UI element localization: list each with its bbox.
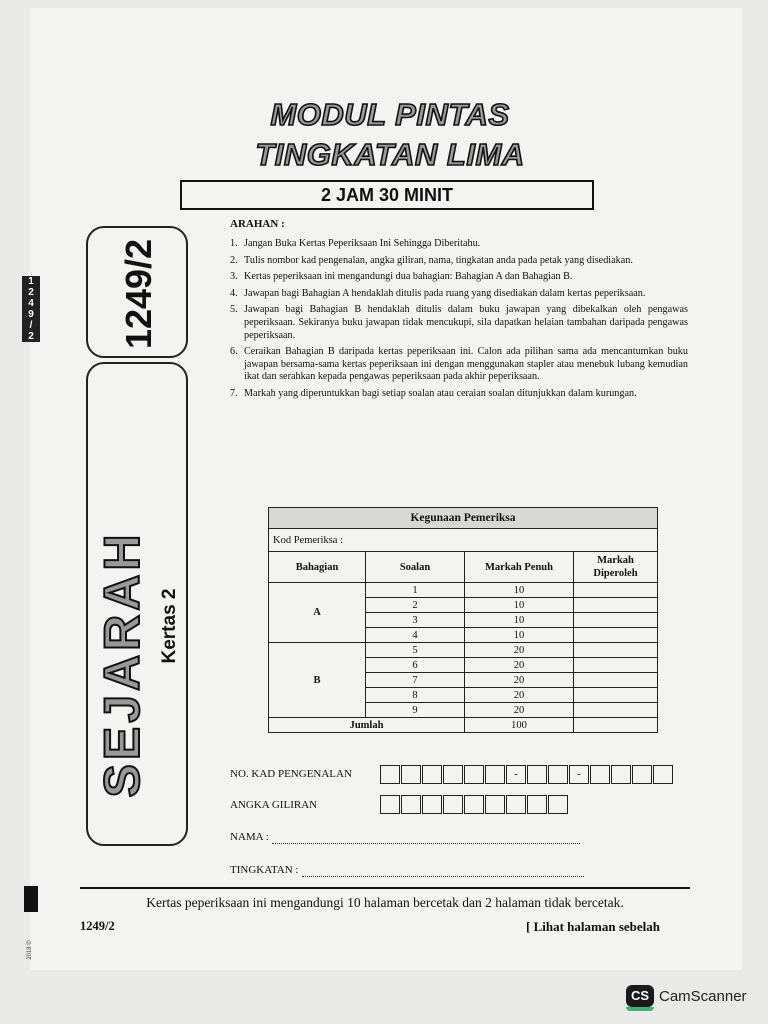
markah-penuh-cell: 10	[465, 598, 574, 613]
camscanner-logo-icon: CS	[626, 985, 654, 1007]
soalan-cell: 8	[366, 688, 465, 703]
soalan-cell: 7	[366, 673, 465, 688]
instruction-text: Kertas peperiksaan ini mengandungi dua bahagian: Bahagian A dan Bahagian B.	[244, 271, 573, 283]
markah-diperoleh-cell[interactable]	[574, 583, 658, 598]
soalan-cell: 4	[366, 628, 465, 643]
instruction-item	[230, 304, 688, 342]
instruction-number: 3.	[230, 271, 238, 283]
markah-penuh-cell: 10	[465, 583, 574, 598]
markah-diperoleh-cell[interactable]	[574, 613, 658, 628]
markah-penuh-cell: 10	[465, 628, 574, 643]
markah-diperoleh-cell[interactable]	[574, 673, 658, 688]
camscanner-name: CamScanner	[659, 987, 747, 1005]
instruction-number: 7.	[230, 387, 238, 399]
input-box[interactable]	[422, 765, 442, 784]
soalan-cell: 2	[366, 598, 465, 613]
title-line-2: TINGKATAN LIMA	[255, 137, 525, 172]
input-box[interactable]: -	[506, 765, 526, 784]
table-row	[269, 643, 658, 658]
input-box[interactable]	[527, 765, 547, 784]
markah-penuh-cell: 10	[465, 613, 574, 628]
soalan-cell: 9	[366, 703, 465, 718]
input-box[interactable]	[380, 765, 400, 784]
edge-code-strip	[22, 276, 40, 342]
edge-code-char: 1	[28, 276, 34, 287]
edge-code-char: 4	[28, 298, 34, 309]
markah-diperoleh-cell[interactable]	[574, 643, 658, 658]
paper-code-panel	[86, 226, 188, 358]
input-box[interactable]	[485, 765, 505, 784]
instructions-list	[230, 238, 688, 405]
instruction-number: 6.	[230, 346, 238, 358]
markah-penuh-cell: 20	[465, 643, 574, 658]
subject-panel	[86, 362, 188, 846]
input-box[interactable]	[443, 765, 463, 784]
input-box[interactable]	[401, 765, 421, 784]
input-box[interactable]	[422, 795, 442, 814]
input-box[interactable]	[611, 765, 631, 784]
bahagian-cell: B	[269, 643, 366, 718]
page-count-note: Kertas peperiksaan ini mengandungi 10 halaman bercetak dan 2 halaman tidak bercetak.	[146, 895, 624, 910]
instruction-number: 1.	[230, 238, 238, 249]
markah-penuh-cell: 20	[465, 703, 574, 718]
soalan-cell: 5	[366, 643, 465, 658]
input-box[interactable]	[380, 795, 400, 814]
input-box[interactable]	[401, 795, 421, 814]
edge-code-char: 2	[28, 331, 34, 342]
input-box[interactable]	[506, 795, 526, 814]
nama-label: NAMA :	[230, 831, 269, 843]
edge-black-mark	[24, 886, 38, 912]
duration-box: 2 JAM 30 MINIT	[180, 180, 594, 210]
col-markah-diperoleh: Markah Diperoleh	[574, 552, 658, 583]
giliran-label: ANGKA GILIRAN	[230, 799, 318, 811]
giliran-input-boxes[interactable]	[380, 795, 569, 814]
instruction-item	[230, 238, 688, 251]
soalan-cell: 6	[366, 658, 465, 673]
input-box[interactable]	[464, 795, 484, 814]
total-label: Jumlah	[269, 718, 465, 733]
markah-penuh-cell: 20	[465, 658, 574, 673]
kod-pemeriksa-label: Kod Pemeriksa :	[269, 529, 658, 552]
edge-code-char: 9	[28, 309, 34, 320]
input-box[interactable]	[527, 795, 547, 814]
total-row	[269, 718, 658, 733]
footer-paper-code: 1249/2	[80, 919, 115, 933]
tingkatan-line[interactable]	[302, 876, 584, 877]
instruction-number: 2.	[230, 254, 238, 266]
paper-code: 1249/2	[118, 238, 159, 350]
markah-diperoleh-cell[interactable]	[574, 598, 658, 613]
tingkatan-label: TINGKATAN :	[230, 864, 299, 876]
edge-small-text: 2018 ©	[27, 940, 33, 960]
markah-penuh-cell: 20	[465, 688, 574, 703]
instructions-heading: ARAHAN :	[230, 218, 285, 230]
input-box[interactable]	[653, 765, 673, 784]
ic-input-boxes[interactable]	[380, 765, 674, 784]
total-diperoleh-cell[interactable]	[574, 718, 658, 733]
instruction-text: Markah yang diperuntukkan bagi setiap soalan atau ceraian soalan ditunjukkan dalam kurungan.	[244, 387, 637, 399]
instruction-text: Ceraikan Bahagian B daripada kertas peperiksaan ini. Calon ada pilihan sama ada mencantumkan buku jawapan bersama-sama kertas peperiksaan ini dengan menggunakan stapler atau menebuk lubang kemudian ikat dan serahkan kepada pengawas peperiksaan pada akhir peperiksaan.	[244, 346, 688, 383]
subject-name: SEJARAH	[94, 530, 150, 798]
input-box[interactable]	[590, 765, 610, 784]
camscanner-watermark	[626, 985, 747, 1007]
edge-code-char: /	[29, 320, 33, 331]
instruction-item	[230, 288, 688, 301]
total-value: 100	[465, 718, 574, 733]
nama-line[interactable]	[272, 843, 580, 844]
edge-code-char: 2	[28, 287, 34, 298]
instruction-text: Jangan Buka Kertas Peperiksaan Ini Sehingga Diberitahu.	[244, 238, 481, 249]
instruction-item	[230, 388, 688, 401]
instruction-item	[230, 255, 688, 268]
title-line-1: MODUL PINTAS	[270, 97, 510, 132]
next-page-note: [ Lihat halaman sebelah	[526, 919, 660, 934]
input-box[interactable]	[485, 795, 505, 814]
input-box[interactable]: -	[569, 765, 589, 784]
instruction-text: Jawapan bagi Bahagian B hendaklah ditulis dalam buku jawapan yang dibekalkan oleh pengawas peperiksaan. Sekiranya buku jawapan tidak mencukupi, sila dapatkan helaian tambahan daripada pengawas peperiksaan.	[244, 304, 688, 341]
paper-number: Kertas 2	[159, 588, 180, 664]
input-box[interactable]	[548, 795, 568, 814]
bahagian-cell: A	[269, 583, 366, 643]
markah-diperoleh-cell[interactable]	[574, 703, 658, 718]
col-bahagian: Bahagian	[269, 552, 366, 583]
input-box[interactable]	[548, 765, 568, 784]
soalan-cell: 3	[366, 613, 465, 628]
col-markah-penuh: Markah Penuh	[465, 552, 574, 583]
markah-diperoleh-cell[interactable]	[574, 658, 658, 673]
instruction-item	[230, 271, 688, 284]
instruction-number: 5.	[230, 304, 238, 316]
markah-penuh-cell: 20	[465, 673, 574, 688]
instruction-item	[230, 346, 688, 384]
input-box[interactable]	[443, 795, 463, 814]
footer-divider	[80, 887, 690, 889]
table-row	[269, 583, 658, 598]
instruction-number: 4.	[230, 287, 238, 299]
ic-label: NO. KAD PENGENALAN	[230, 768, 352, 780]
instruction-text: Tulis nombor kad pengenalan, angka giliran, nama, tingkatan anda pada petak yang disediakan.	[244, 254, 633, 266]
module-title	[240, 95, 540, 175]
col-soalan: Soalan	[366, 552, 465, 583]
input-box[interactable]	[632, 765, 652, 784]
markah-diperoleh-cell[interactable]	[574, 688, 658, 703]
soalan-cell: 1	[366, 583, 465, 598]
markah-diperoleh-cell[interactable]	[574, 628, 658, 643]
input-box[interactable]	[464, 765, 484, 784]
instruction-text: Jawapan bagi Bahagian A hendaklah ditulis pada ruang yang disediakan dalam kertas peperiksaan.	[244, 287, 646, 299]
table-title: Kegunaan Pemeriksa	[269, 508, 658, 529]
examiner-table	[268, 507, 658, 733]
